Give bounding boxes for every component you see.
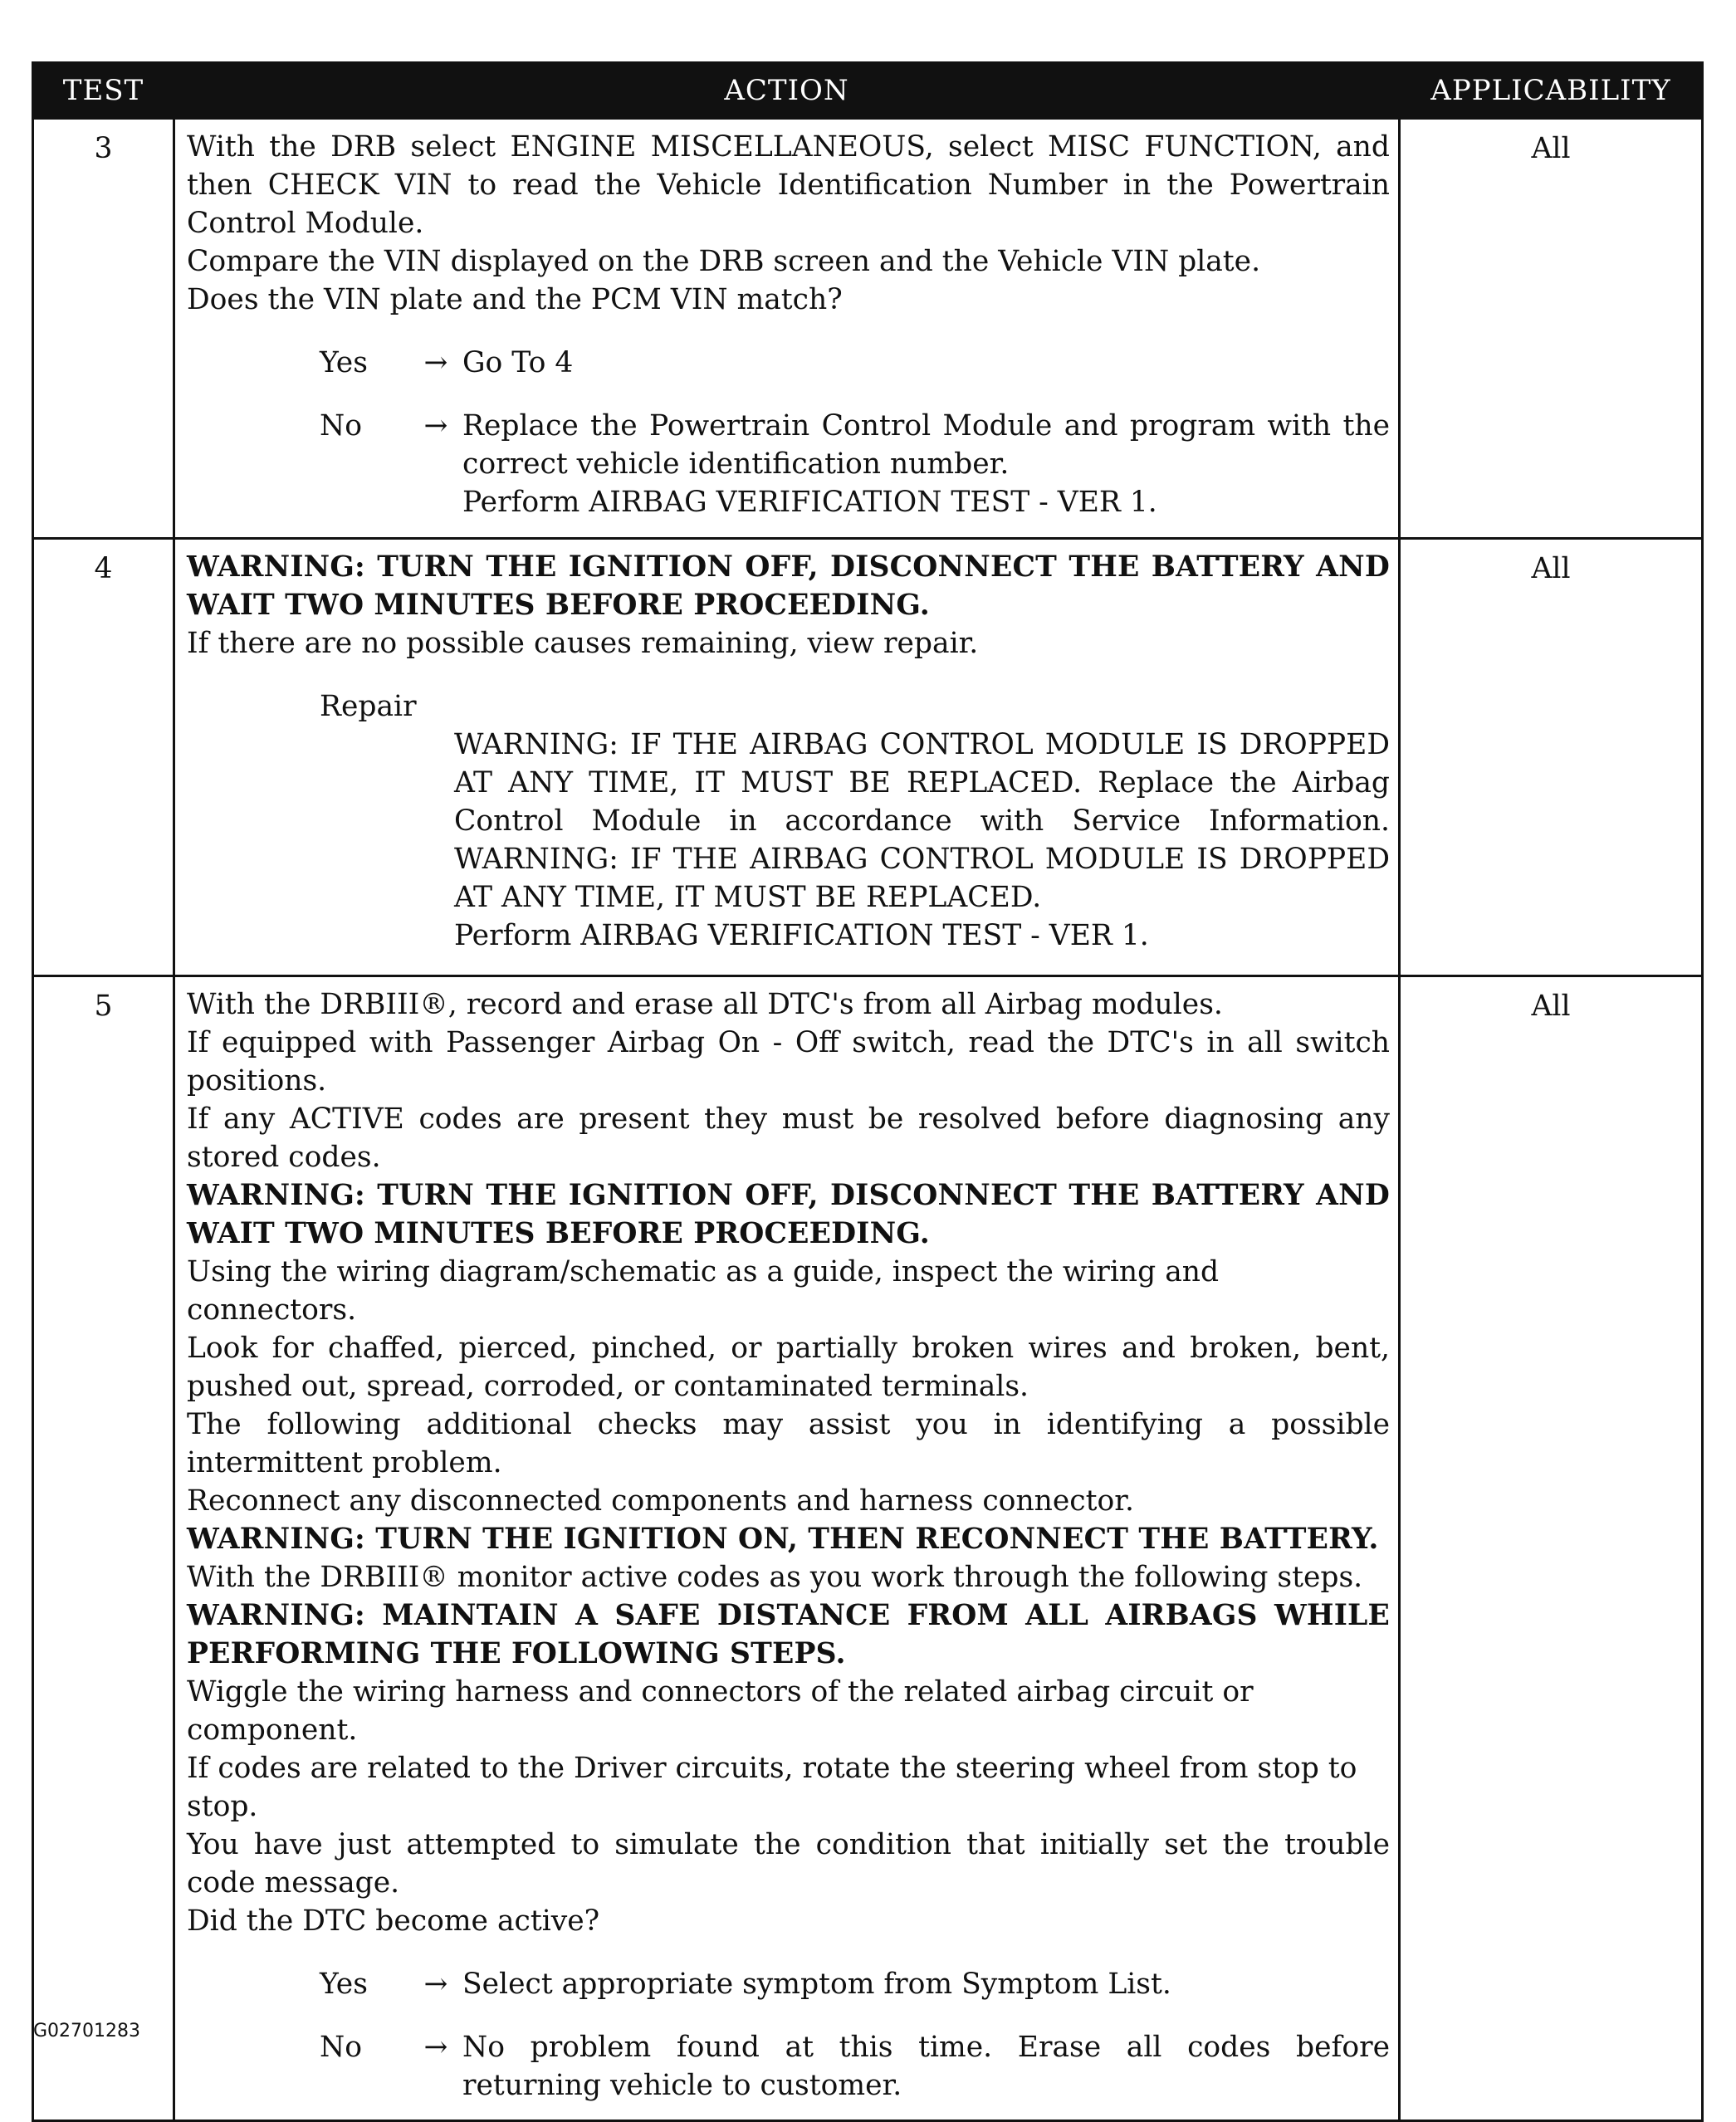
header-action: ACTION xyxy=(174,63,1400,119)
no-result-perform: Perform AIRBAG VERIFICATION TEST - VER 1. xyxy=(462,486,1157,519)
action-text: If codes are related to the Driver circuits, rotate the steering wheel from stop to stop. xyxy=(187,1752,1357,1823)
table-header-row xyxy=(33,63,1703,119)
warning-text: WARNING: TURN THE IGNITION ON, THEN RECONNECT THE BATTERY. xyxy=(187,1523,1379,1556)
diagnostic-table-container xyxy=(32,61,1701,2122)
warning-text: WARNING: MAINTAIN A SAFE DISTANCE FROM ALL AIRBAGS WHILE PERFORMING THE FOLLOWING STEPS. xyxy=(187,1599,1390,1670)
action-text: If there are no possible causes remaining, view repair. xyxy=(187,627,979,660)
repair-label: Repair xyxy=(320,690,417,723)
action-text: If any ACTIVE codes are present they must be resolved before diagnosing any stored codes. xyxy=(187,1103,1390,1174)
header-test: TEST xyxy=(33,63,174,119)
yes-result: Select appropriate symptom from Symptom List. xyxy=(462,1968,1171,2001)
action-cell xyxy=(174,976,1400,2121)
repair-text: WARNING: IF THE AIRBAG CONTROL MODULE IS DROPPED AT ANY TIME, IT MUST BE REPLACED. Replace the Airbag Control Module in accordance with Service Information. WARNING: IF THE AIRBAG CONTROL MODULE IS DROPPED AT ANY TIME, IT MUST BE REPLACED. xyxy=(454,728,1390,914)
action-text: If equipped with Passenger Airbag On - Off switch, read the DTC's in all switch positions. xyxy=(187,1026,1390,1098)
figure-id: G02701283 xyxy=(33,2021,141,2041)
arrow-right-icon: → xyxy=(423,1968,448,2001)
applicability: All xyxy=(1400,976,1703,2121)
yes-result: Go To 4 xyxy=(462,346,574,379)
repair-perform: Perform AIRBAG VERIFICATION TEST - VER 1. xyxy=(454,919,1149,952)
branch-yes xyxy=(187,1965,1390,2003)
action-text: With the DRBIII® monitor active codes as you work through the following steps. xyxy=(187,1561,1363,1594)
action-cell xyxy=(174,539,1400,976)
warning-text: WARNING: TURN THE IGNITION OFF, DISCONNECT THE BATTERY AND WAIT TWO MINUTES BEFORE PROCEEDING. xyxy=(187,1179,1390,1250)
action-text: Look for chaffed, pierced, pinched, or partially broken wires and broken, bent, pushed out, spread, corroded, or contaminated terminals. xyxy=(187,1332,1390,1403)
action-text: Wiggle the wiring harness and connectors of the related airbag circuit or component. xyxy=(187,1675,1254,1747)
branch-no xyxy=(187,2028,1390,2105)
test-number: 5 xyxy=(33,976,174,2121)
test-number: 4 xyxy=(33,539,174,976)
warning-text: WARNING: TURN THE IGNITION OFF, DISCONNECT THE BATTERY AND WAIT TWO MINUTES BEFORE PROCEEDING. xyxy=(187,550,1390,622)
applicability: All xyxy=(1400,119,1703,539)
applicability: All xyxy=(1400,539,1703,976)
action-text: Using the wiring diagram/schematic as a guide, inspect the wiring and connectors. xyxy=(187,1255,1220,1327)
action-text: You have just attempted to simulate the condition that initially set the trouble code message. xyxy=(187,1828,1390,1900)
repair-body xyxy=(187,726,1390,955)
no-result xyxy=(462,407,1390,521)
arrow-right-icon: → xyxy=(423,2031,448,2064)
action-text: With the DRBIII®, record and erase all DTC's from all Airbag modules. xyxy=(187,988,1223,1021)
arrow-right-icon: → xyxy=(423,409,448,442)
test-number: 3 xyxy=(33,119,174,539)
table-row-test-5 xyxy=(33,976,1703,2121)
diagnostic-test-table xyxy=(32,61,1704,2122)
branch-no xyxy=(187,407,1390,521)
arrow-right-icon: → xyxy=(423,346,448,379)
action-question: Does the VIN plate and the PCM VIN match? xyxy=(187,283,843,316)
action-question: Did the DTC become active? xyxy=(187,1904,600,1938)
no-label: No xyxy=(320,2031,362,2064)
table-row-test-3 xyxy=(33,119,1703,539)
action-text: Reconnect any disconnected components and harness connector. xyxy=(187,1484,1134,1518)
no-label: No xyxy=(320,409,362,442)
header-applicability: APPLICABILITY xyxy=(1400,63,1703,119)
yes-label: Yes xyxy=(320,346,368,379)
table-row-test-4 xyxy=(33,539,1703,976)
action-text: Compare the VIN displayed on the DRB screen and the Vehicle VIN plate. xyxy=(187,245,1261,278)
no-result-text: Replace the Powertrain Control Module and program with the correct vehicle identification number. xyxy=(462,409,1390,481)
action-cell xyxy=(174,119,1400,539)
action-text: The following additional checks may assist you in identifying a possible intermittent problem. xyxy=(187,1408,1390,1479)
yes-label: Yes xyxy=(320,1968,368,2001)
action-text: With the DRB select ENGINE MISCELLANEOUS, select MISC FUNCTION, and then CHECK VIN to read the Vehicle Identification Number in the Powertrain Control Module. xyxy=(187,130,1390,240)
branch-yes xyxy=(187,344,1390,382)
no-result: No problem found at this time. Erase all codes before returning vehicle to customer. xyxy=(462,2031,1390,2102)
